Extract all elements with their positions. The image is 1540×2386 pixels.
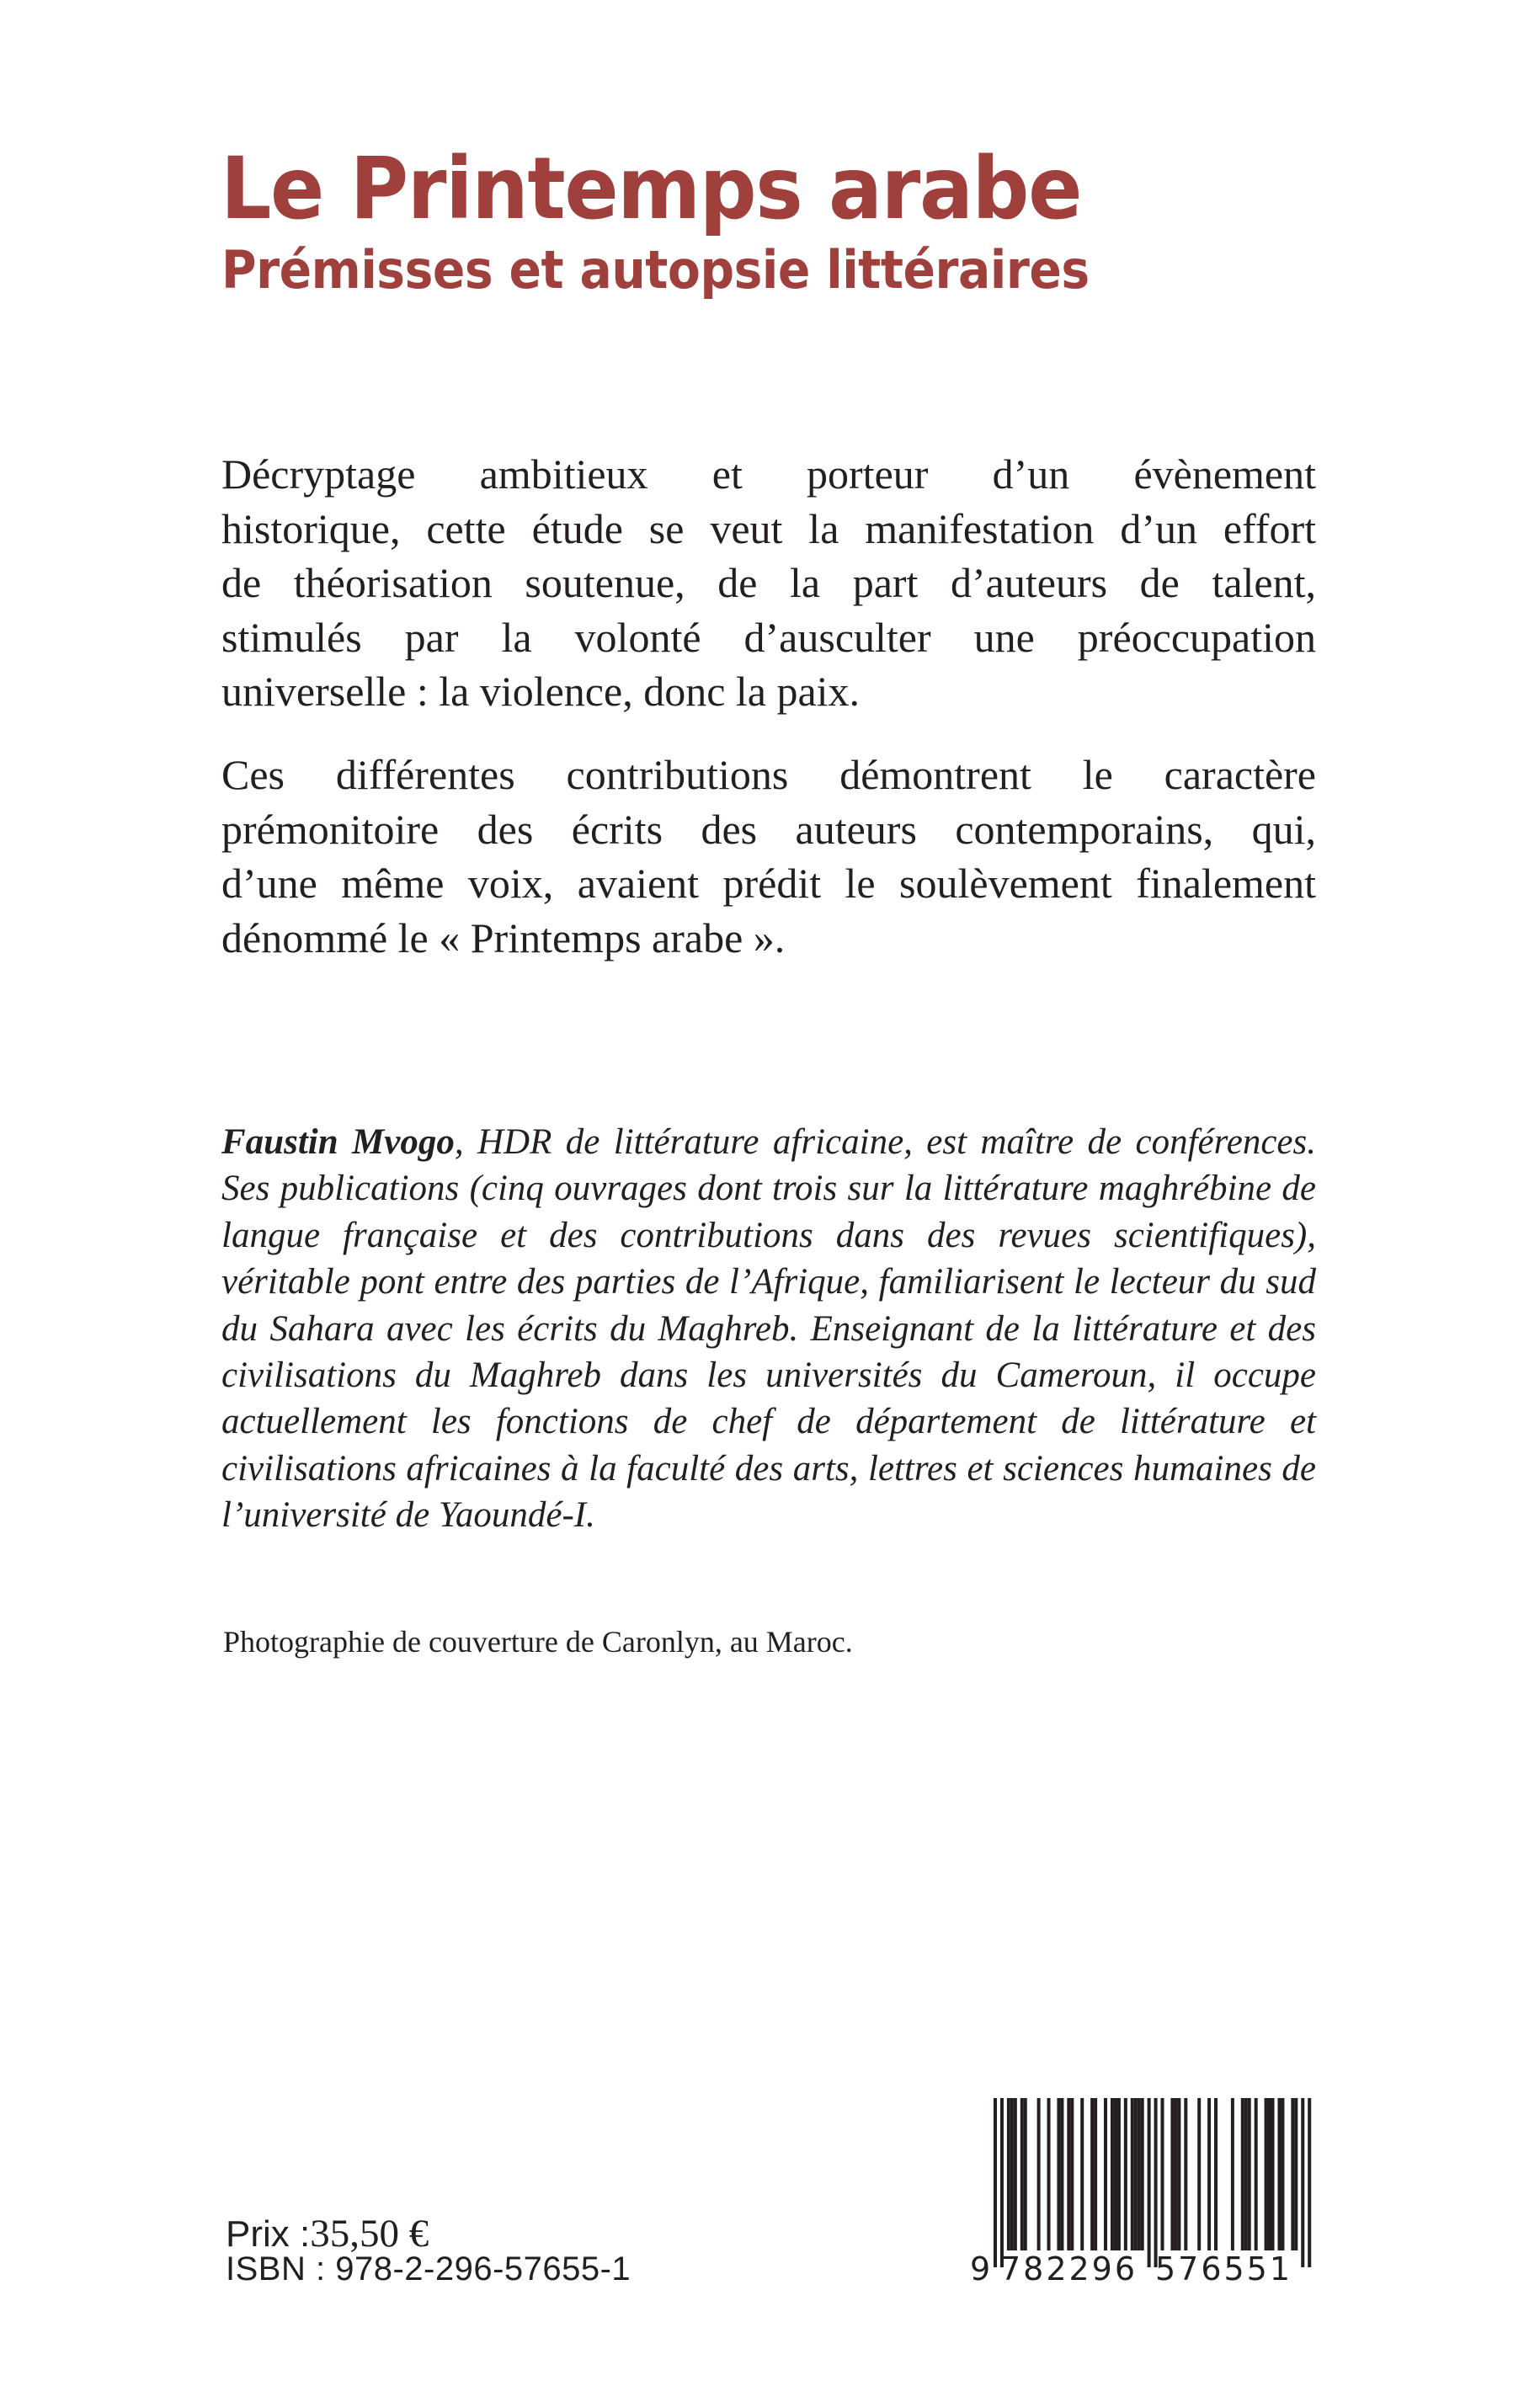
book-subtitle: Prémisses et autopsie littéraires xyxy=(221,239,1090,301)
summary-paragraph-1 xyxy=(221,447,1316,719)
author-bio-text: , HDR de littérature africaine, est maître de conférences. Ses publications (cinq ouvrages dont trois sur la littérature maghrébine de langue française et des contributions dans des revues scientifiques), véritable pont entre des parties de l’Afrique, familiarisent le lecteur du sud du Sahara avec les écrits du Maghreb. Enseignant de la littérature et des civilisations du Maghreb dans les universités du Cameroun, il occupe actuellement les fonctions de chef de département de littérature et civilisations africaines à la faculté des arts, lettres et sciences humaines de l’université de Yaoundé-I. xyxy=(221,1122,1316,1536)
summary-line: prémonitoire des écrits des auteurs contemporains, qui, xyxy=(221,805,1316,853)
summary-paragraph-2 xyxy=(221,748,1316,965)
summary-line: d’une même voix, avaient prédit le soulèvement finalement xyxy=(221,860,1316,907)
author-name: Faustin Mvogo xyxy=(221,1122,455,1162)
summary-line: Décryptage ambitieux et porteur d’un évènement xyxy=(221,450,1316,498)
isbn-barcode xyxy=(968,2095,1322,2288)
summary-line: dénommé le « Printemps arabe ». xyxy=(221,913,786,961)
book-title: Le Printemps arabe xyxy=(221,139,1082,239)
author-bio xyxy=(221,1119,1316,1539)
price-label: Prix : xyxy=(226,2213,311,2255)
photo-credit: Photographie de couverture de Caronlyn, au Maroc. xyxy=(223,1625,853,1659)
barcode-left-digits: 782296 xyxy=(1000,2250,1135,2287)
isbn: ISBN : 978-2-296-57655-1 xyxy=(226,2250,631,2287)
barcode-right-digits: 576551 xyxy=(1155,2250,1290,2287)
barcode-graphic xyxy=(968,2095,1322,2288)
price-value: 35,50 € xyxy=(310,2212,429,2256)
summary-line: de théorisation soutenue, de la part d’auteurs de talent, xyxy=(221,559,1316,606)
barcode-first-digit: 9 xyxy=(970,2250,991,2287)
summary-line: historique, cette étude se veut la manifestation d’un effort xyxy=(221,504,1316,552)
summary-line: Ces différentes contributions démontrent le caractère xyxy=(221,751,1316,798)
summary-line: stimulés par la volonté d’ausculter une préoccupation xyxy=(221,613,1316,661)
summary-line: universelle : la violence, donc la paix. xyxy=(221,668,861,715)
